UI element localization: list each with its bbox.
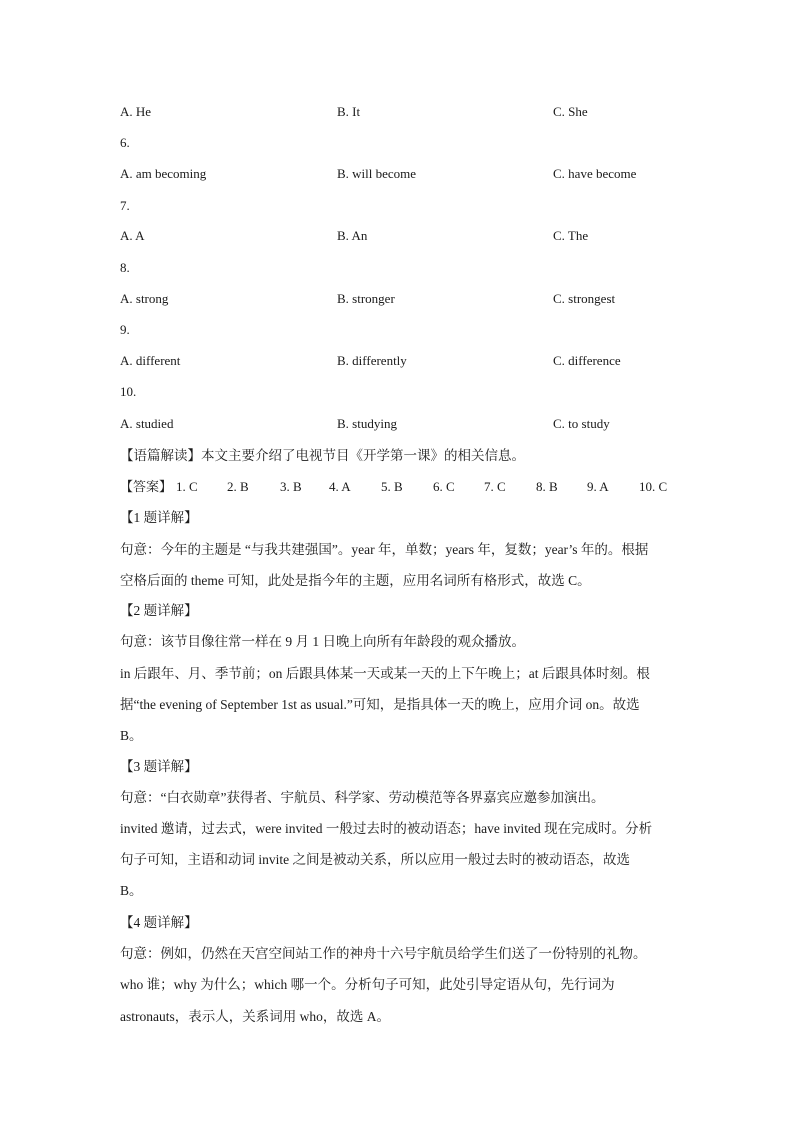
explanation-1-line: 空格后面的 theme 可知，此处是指今年的主题，应用名词所有格形式，故选 C。 [120, 573, 591, 588]
q5-option-a: A. He [120, 104, 152, 119]
question-number-10: 10. [120, 384, 137, 399]
answer-item: 8. B [536, 479, 558, 494]
q9-option-b: B. differently [337, 353, 407, 368]
q7-option-b: B. An [337, 228, 368, 243]
explanation-3-line: B。 [120, 883, 143, 898]
q10-option-b: B. studying [337, 416, 397, 431]
answer-item: 5. B [381, 479, 403, 494]
q8-option-a: A. strong [120, 291, 169, 306]
explanation-4-heading: 【4 题详解】 [120, 915, 198, 930]
q9-option-a: A. different [120, 353, 181, 368]
q7-option-a: A. A [120, 228, 145, 243]
explanation-4-line: 句意：例如，仍然在天宫空间站工作的神舟十六号宇航员给学生们送了一份特别的礼物。 [120, 946, 647, 961]
q9-option-c: C. difference [553, 353, 621, 368]
q6-option-a: A. am becoming [120, 166, 207, 181]
q5-option-c: C. She [553, 104, 588, 119]
explanation-4-line: astronauts，表示人，关系词用 who，故选 A。 [120, 1009, 390, 1024]
answer-item: 6. C [433, 479, 455, 494]
explanation-4-line: who 谁；why 为什么；which 哪一个。分析句子可知，此处引导定语从句，先行词为 [120, 977, 615, 992]
explanation-3-line: 句意：“白衣勋章”获得者、宇航员、科学家、劳动模范等各界嘉宾应邀参加演出。 [120, 790, 605, 805]
q7-option-c: C. The [553, 228, 589, 243]
q10-option-c: C. to study [553, 416, 610, 431]
q8-option-b: B. stronger [337, 291, 395, 306]
explanation-2-heading: 【2 题详解】 [120, 603, 198, 618]
answer-item: 9. A [587, 479, 609, 494]
question-number-7: 7. [120, 198, 130, 213]
explanation-1-line: 句意：今年的主题是 “与我共建强国”。year 年，单数；years 年，复数；year’s 年的。根据 [120, 542, 649, 557]
explanation-2-line: 句意：该节目像往常一样在 9 月 1 日晚上向所有年龄段的观众播放。 [120, 634, 525, 649]
answer-item: 4. A [329, 479, 351, 494]
question-number-8: 8. [120, 260, 130, 275]
explanation-3-line: 句子可知，主语和动词 invite 之间是被动关系，所以应用一般过去时的被动语态，故选 [120, 852, 630, 867]
explanation-3-heading: 【3 题详解】 [120, 759, 198, 774]
answer-item: 2. B [227, 479, 249, 494]
passage-summary: 【语篇解读】本文主要介绍了电视节目《开学第一课》的相关信息。 [120, 448, 525, 463]
answer-item: 10. C [639, 479, 668, 494]
question-number-9: 9. [120, 322, 130, 337]
question-number-6: 6. [120, 135, 130, 150]
answer-item: 3. B [280, 479, 302, 494]
q6-option-b: B. will become [337, 166, 417, 181]
explanation-2-line: in 后跟年、月、季节前；on 后跟具体某一天或某一天的上下午晚上；at 后跟具体时刻。根 [120, 666, 650, 681]
q8-option-c: C. strongest [553, 291, 616, 306]
answer-item: 7. C [484, 479, 506, 494]
explanation-2-line: 据“the evening of September 1st as usual.”可知，是指具体一天的晚上，应用介词 on。故选 [120, 697, 640, 712]
q10-option-a: A. studied [120, 416, 174, 431]
q5-option-b: B. It [337, 104, 361, 119]
explanation-3-line: invited 邀请，过去式，were invited 一般过去时的被动语态；have invited 现在完成时。分析 [120, 821, 653, 836]
q6-option-c: C. have become [553, 166, 637, 181]
explanation-2-line: B。 [120, 728, 143, 743]
answer-label: 【答案】 [120, 479, 173, 494]
explanation-1-heading: 【1 题详解】 [120, 510, 198, 525]
answer-item: 1. C [176, 479, 198, 494]
